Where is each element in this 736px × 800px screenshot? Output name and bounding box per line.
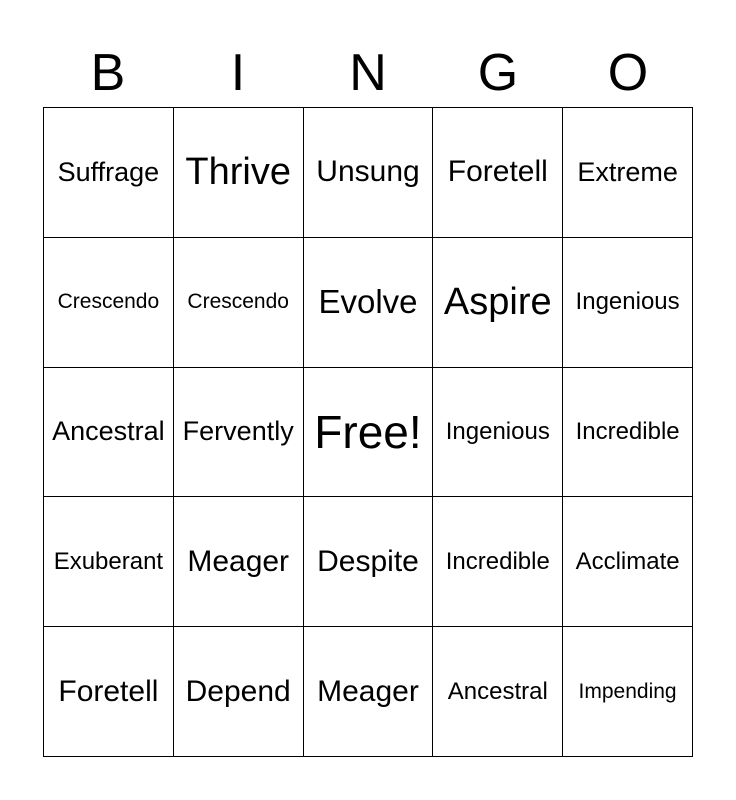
bingo-cell-r3-c2[interactable]: Fervently — [174, 368, 304, 498]
bingo-cell-r2-c3[interactable]: Evolve — [304, 238, 434, 368]
bingo-cell-r4-c5[interactable]: Acclimate — [563, 497, 693, 627]
bingo-cell-r1-c5[interactable]: Extreme — [563, 108, 693, 238]
bingo-cell-r1-c1[interactable]: Suffrage — [44, 108, 174, 238]
bingo-cell-r3-c5[interactable]: Incredible — [563, 368, 693, 498]
bingo-cell-free-space[interactable]: Free! — [304, 368, 434, 498]
bingo-cell-r5-c3[interactable]: Meager — [304, 627, 434, 757]
bingo-cell-r5-c4[interactable]: Ancestral — [433, 627, 563, 757]
bingo-cell-r2-c5[interactable]: Ingenious — [563, 238, 693, 368]
bingo-cell-r1-c3[interactable]: Unsung — [304, 108, 434, 238]
bingo-cell-r4-c3[interactable]: Despite — [304, 497, 434, 627]
header-letter-g: G — [477, 44, 519, 102]
bingo-cell-r2-c4[interactable]: Aspire — [433, 238, 563, 368]
bingo-cell-r5-c2[interactable]: Depend — [174, 627, 304, 757]
bingo-card-grid — [43, 107, 693, 757]
header-letter-n: N — [349, 44, 387, 102]
header-letter-i: I — [230, 44, 246, 102]
bingo-cell-r2-c2[interactable]: Crescendo — [174, 238, 304, 368]
bingo-cell-r5-c5[interactable]: Impending — [563, 627, 693, 757]
header-letter-b: B — [90, 44, 126, 102]
bingo-cell-r3-c1[interactable]: Ancestral — [44, 368, 174, 498]
bingo-cell-r4-c1[interactable]: Exuberant — [44, 497, 174, 627]
bingo-cell-r3-c4[interactable]: Ingenious — [433, 368, 563, 498]
bingo-cell-r2-c1[interactable]: Crescendo — [44, 238, 174, 368]
bingo-cell-r4-c2[interactable]: Meager — [174, 497, 304, 627]
bingo-header — [43, 40, 693, 106]
bingo-cell-r1-c2[interactable]: Thrive — [174, 108, 304, 238]
bingo-cell-r1-c4[interactable]: Foretell — [433, 108, 563, 238]
header-letter-o: O — [607, 44, 649, 102]
bingo-cell-r4-c4[interactable]: Incredible — [433, 497, 563, 627]
bingo-cell-r5-c1[interactable]: Foretell — [44, 627, 174, 757]
